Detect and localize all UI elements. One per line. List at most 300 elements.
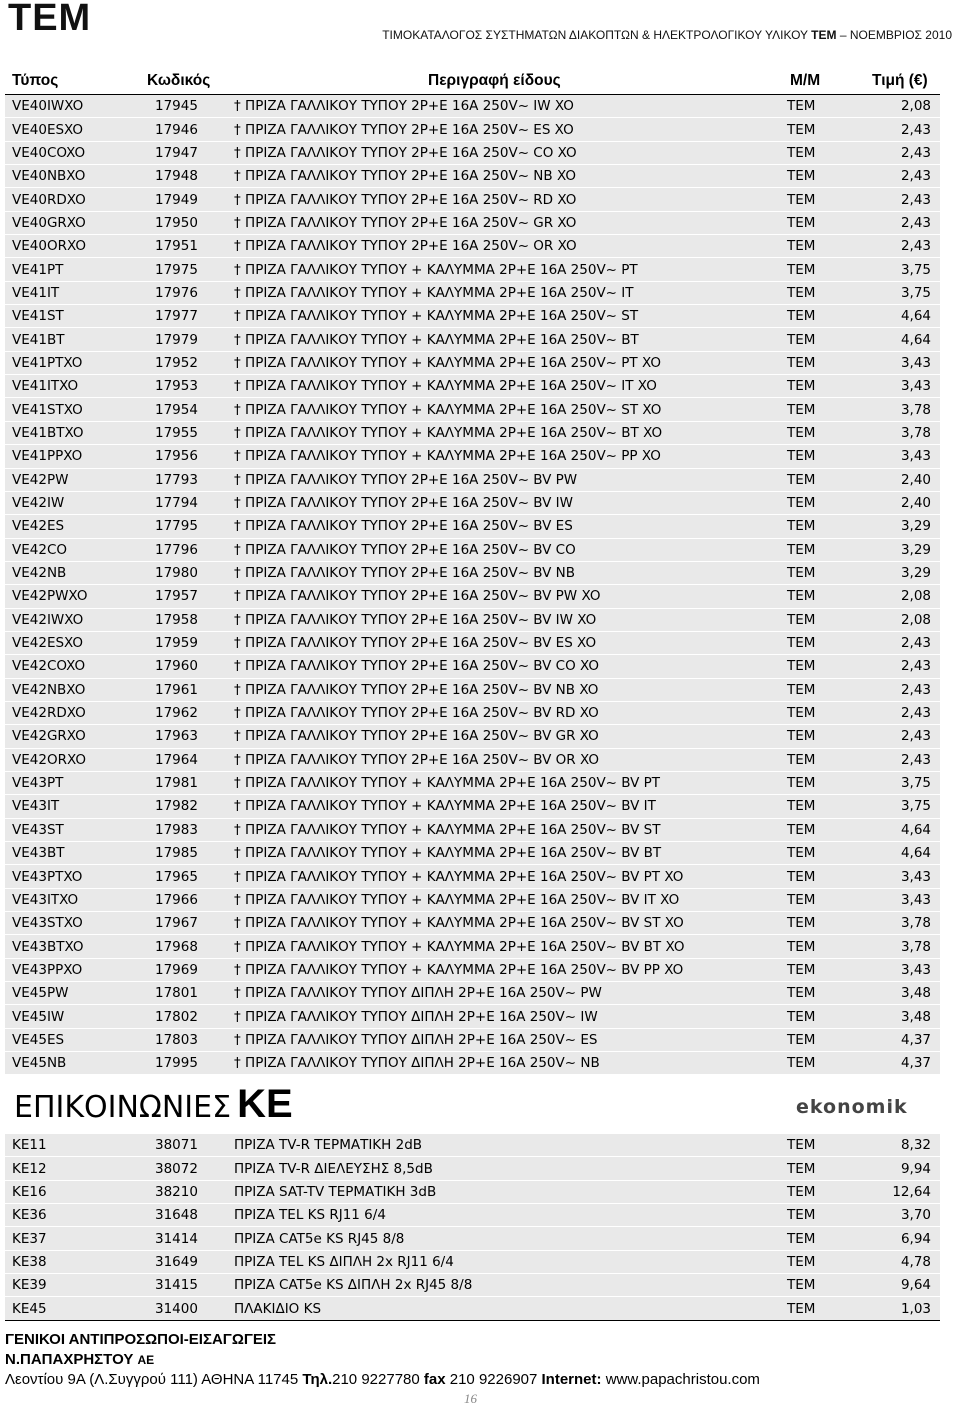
cell-unit: TEM bbox=[780, 118, 860, 141]
cell-code: 17956 bbox=[145, 445, 227, 468]
cell-price: 4,64 bbox=[860, 842, 940, 865]
table-row bbox=[5, 561, 940, 584]
table-row bbox=[5, 118, 940, 141]
cell-code: 17975 bbox=[145, 258, 227, 281]
table-row bbox=[5, 795, 940, 818]
cell-type: KE39 bbox=[5, 1274, 145, 1297]
cell-type: VE42RDXO bbox=[5, 701, 145, 724]
cell-price: 2,43 bbox=[860, 188, 940, 211]
table-row bbox=[5, 305, 940, 328]
cell-unit: TEM bbox=[780, 1297, 860, 1320]
cell-desc: † ΠΡΙΖΑ ΓΑΛΛΙΚΟΥ ΤΥΠΟΥ ΔΙΠΛΗ 2P+E 16A 250V~ NB bbox=[227, 1052, 780, 1075]
footer-contact bbox=[5, 1371, 760, 1388]
cell-desc: † ΠΡΙΖΑ ΓΑΛΛΙΚΟΥ ΤΥΠΟΥ 2P+E 16A 250V~ BV IW XO bbox=[227, 608, 780, 631]
cell-type: KE36 bbox=[5, 1204, 145, 1227]
cell-unit: TEM bbox=[780, 445, 860, 468]
cell-desc: † ΠΡΙΖΑ ΓΑΛΛΙΚΟΥ ΤΥΠΟΥ + ΚΑΛΥΜΜΑ 2P+E 16A 250V~ BV IT bbox=[227, 795, 780, 818]
cell-desc: † ΠΡΙΖΑ ΓΑΛΛΙΚΟΥ ΤΥΠΟΥ 2P+E 16A 250V~ CO XO bbox=[227, 141, 780, 164]
cell-desc: † ΠΡΙΖΑ ΓΑΛΛΙΚΟΥ ΤΥΠΟΥ ΔΙΠΛΗ 2P+E 16A 250V~ IW bbox=[227, 1005, 780, 1028]
table-row bbox=[5, 865, 940, 888]
cell-unit: TEM bbox=[780, 1157, 860, 1180]
table-row bbox=[5, 398, 940, 421]
column-header-type: Τύπος bbox=[12, 72, 59, 89]
cell-type: VE43ST bbox=[5, 818, 145, 841]
cell-desc: † ΠΡΙΖΑ ΓΑΛΛΙΚΟΥ ΤΥΠΟΥ 2P+E 16A 250V~ BV ES XO bbox=[227, 631, 780, 654]
cell-price: 3,78 bbox=[860, 935, 940, 958]
cell-desc: ΠΡΙΖΑ CAT5e KS ΔΙΠΛΗ 2x RJ45 8/8 bbox=[227, 1274, 780, 1297]
table-row bbox=[5, 515, 940, 538]
cell-desc: † ΠΡΙΖΑ ΓΑΛΛΙΚΟΥ ΤΥΠΟΥ + ΚΑΛΥΜΜΑ 2P+E 16A 250V~ IT XO bbox=[227, 375, 780, 398]
cell-type: VE43PTXO bbox=[5, 865, 145, 888]
table-row bbox=[5, 468, 940, 491]
cell-desc: ΠΡΙΖΑ SAT-TV ΤΕΡΜΑΤΙΚΗ 3dB bbox=[227, 1180, 780, 1203]
cell-unit: TEM bbox=[780, 865, 860, 888]
table-row bbox=[5, 678, 940, 701]
cell-code: 17947 bbox=[145, 141, 227, 164]
cell-desc: † ΠΡΙΖΑ ΓΑΛΛΙΚΟΥ ΤΥΠΟΥ + ΚΑΛΥΜΜΑ 2P+E 16A 250V~ ST bbox=[227, 305, 780, 328]
cell-desc: † ΠΡΙΖΑ ΓΑΛΛΙΚΟΥ ΤΥΠΟΥ 2P+E 16A 250V~ IW XO bbox=[227, 95, 780, 118]
cell-code: 17963 bbox=[145, 725, 227, 748]
table-row bbox=[5, 631, 940, 654]
cell-type: VE41ST bbox=[5, 305, 145, 328]
cell-code: 17982 bbox=[145, 795, 227, 818]
cell-desc: † ΠΡΙΖΑ ΓΑΛΛΙΚΟΥ ΤΥΠΟΥ ΔΙΠΛΗ 2P+E 16A 250V~ PW bbox=[227, 982, 780, 1005]
cell-type: VE42CO bbox=[5, 538, 145, 561]
cell-unit: TEM bbox=[780, 912, 860, 935]
cell-type: VE45NB bbox=[5, 1052, 145, 1075]
cell-code: 17795 bbox=[145, 515, 227, 538]
table-row bbox=[5, 701, 940, 724]
cell-code: 17962 bbox=[145, 701, 227, 724]
cell-price: 2,08 bbox=[860, 95, 940, 118]
cell-desc: † ΠΡΙΖΑ ΓΑΛΛΙΚΟΥ ΤΥΠΟΥ + ΚΑΛΥΜΜΑ 2P+E 16A 250V~ BV IT XO bbox=[227, 888, 780, 911]
cell-code: 38210 bbox=[145, 1180, 227, 1203]
table-row bbox=[5, 888, 940, 911]
cell-unit: TEM bbox=[780, 1204, 860, 1227]
cell-unit: TEM bbox=[780, 982, 860, 1005]
cell-type: VE41IT bbox=[5, 281, 145, 304]
cell-code: 17976 bbox=[145, 281, 227, 304]
cell-unit: TEM bbox=[780, 211, 860, 234]
footer-company-name: Ν.ΠΑΠΑΧΡΗΣΤΟΥ bbox=[5, 1351, 134, 1368]
cell-code: 17983 bbox=[145, 818, 227, 841]
footer-website-link[interactable]: www.papachristou.com bbox=[605, 1371, 760, 1388]
cell-price: 3,48 bbox=[860, 982, 940, 1005]
cell-code: 17961 bbox=[145, 678, 227, 701]
cell-price: 3,78 bbox=[860, 421, 940, 444]
cell-type: VE43PT bbox=[5, 771, 145, 794]
cell-desc: † ΠΡΙΖΑ ΓΑΛΛΙΚΟΥ ΤΥΠΟΥ 2P+E 16A 250V~ OR XO bbox=[227, 235, 780, 258]
table-row bbox=[5, 771, 940, 794]
cell-unit: TEM bbox=[780, 235, 860, 258]
cell-type: VE43STXO bbox=[5, 912, 145, 935]
cell-desc: † ΠΡΙΖΑ ΓΑΛΛΙΚΟΥ ΤΥΠΟΥ + ΚΑΛΥΜΜΑ 2P+E 16A 250V~ BT XO bbox=[227, 421, 780, 444]
cell-unit: TEM bbox=[780, 281, 860, 304]
cell-price: 3,43 bbox=[860, 865, 940, 888]
cell-desc: † ΠΡΙΖΑ ΓΑΛΛΙΚΟΥ ΤΥΠΟΥ 2P+E 16A 250V~ BV NB bbox=[227, 561, 780, 584]
cell-unit: TEM bbox=[780, 95, 860, 118]
table-row bbox=[5, 725, 940, 748]
cell-code: 17803 bbox=[145, 1028, 227, 1051]
cell-type: VE40RDXO bbox=[5, 188, 145, 211]
cell-price: 4,37 bbox=[860, 1028, 940, 1051]
cell-desc: † ΠΡΙΖΑ ΓΑΛΛΙΚΟΥ ΤΥΠΟΥ 2P+E 16A 250V~ BV NB XO bbox=[227, 678, 780, 701]
cell-code: 31415 bbox=[145, 1274, 227, 1297]
cell-code: 38071 bbox=[145, 1134, 227, 1157]
cell-price: 2,43 bbox=[860, 118, 940, 141]
tem-logo bbox=[8, 0, 128, 34]
cell-type: KE37 bbox=[5, 1227, 145, 1250]
cell-price: 4,64 bbox=[860, 818, 940, 841]
cell-unit: TEM bbox=[780, 515, 860, 538]
cell-unit: TEM bbox=[780, 305, 860, 328]
table-row bbox=[5, 1204, 940, 1227]
cell-unit: TEM bbox=[780, 888, 860, 911]
cell-desc: † ΠΡΙΖΑ ΓΑΛΛΙΚΟΥ ΤΥΠΟΥ 2P+E 16A 250V~ BV RD XO bbox=[227, 701, 780, 724]
price-list-body bbox=[5, 95, 940, 1075]
table-row bbox=[5, 1157, 940, 1180]
cell-code: 17979 bbox=[145, 328, 227, 351]
cell-desc: ΠΡΙΖΑ TV-R ΔΙΕΛΕΥΣΗΣ 8,5dB bbox=[227, 1157, 780, 1180]
cell-unit: TEM bbox=[780, 1052, 860, 1075]
cell-unit: TEM bbox=[780, 491, 860, 514]
table-row bbox=[5, 281, 940, 304]
cell-desc: † ΠΡΙΖΑ ΓΑΛΛΙΚΟΥ ΤΥΠΟΥ 2P+E 16A 250V~ BV IW bbox=[227, 491, 780, 514]
cell-price: 3,75 bbox=[860, 795, 940, 818]
cell-type: KE45 bbox=[5, 1297, 145, 1320]
cell-price: 3,29 bbox=[860, 538, 940, 561]
cell-desc: † ΠΡΙΖΑ ΓΑΛΛΙΚΟΥ ΤΥΠΟΥ ΔΙΠΛΗ 2P+E 16A 250V~ ES bbox=[227, 1028, 780, 1051]
cell-type: VE43BT bbox=[5, 842, 145, 865]
cell-type: VE40IWXO bbox=[5, 95, 145, 118]
table-row bbox=[5, 935, 940, 958]
table-row bbox=[5, 235, 940, 258]
cell-code: 17964 bbox=[145, 748, 227, 771]
table-column-headers bbox=[0, 72, 960, 96]
cell-type: VE42ORXO bbox=[5, 748, 145, 771]
cell-desc: † ΠΡΙΖΑ ΓΑΛΛΙΚΟΥ ΤΥΠΟΥ + ΚΑΛΥΜΜΑ 2P+E 16A 250V~ BV ST bbox=[227, 818, 780, 841]
cell-type: VE42COXO bbox=[5, 655, 145, 678]
cell-desc: † ΠΡΙΖΑ ΓΑΛΛΙΚΟΥ ΤΥΠΟΥ 2P+E 16A 250V~ BV OR XO bbox=[227, 748, 780, 771]
cell-desc: † ΠΡΙΖΑ ΓΑΛΛΙΚΟΥ ΤΥΠΟΥ + ΚΑΛΥΜΜΑ 2P+E 16A 250V~ BV ST XO bbox=[227, 912, 780, 935]
cell-type: VE40COXO bbox=[5, 141, 145, 164]
table-row bbox=[5, 258, 940, 281]
cell-desc: † ΠΡΙΖΑ ΓΑΛΛΙΚΟΥ ΤΥΠΟΥ 2P+E 16A 250V~ GR XO bbox=[227, 211, 780, 234]
cell-price: 3,78 bbox=[860, 912, 940, 935]
table-row bbox=[5, 1180, 940, 1203]
cell-code: 31648 bbox=[145, 1204, 227, 1227]
cell-price: 2,08 bbox=[860, 608, 940, 631]
cell-code: 17967 bbox=[145, 912, 227, 935]
cell-code: 38072 bbox=[145, 1157, 227, 1180]
page-number: 16 bbox=[464, 1391, 477, 1406]
cell-unit: TEM bbox=[780, 1274, 860, 1297]
cell-desc: † ΠΡΙΖΑ ΓΑΛΛΙΚΟΥ ΤΥΠΟΥ + ΚΑΛΥΜΜΑ 2P+E 16A 250V~ BV PP XO bbox=[227, 958, 780, 981]
cell-price: 2,43 bbox=[860, 655, 940, 678]
cell-desc: † ΠΡΙΖΑ ΓΑΛΛΙΚΟΥ ΤΥΠΟΥ 2P+E 16A 250V~ BV PW bbox=[227, 468, 780, 491]
cell-type: VE43IT bbox=[5, 795, 145, 818]
footer-distributor-line: ΓΕΝΙΚΟΙ ΑΝΤΙΠΡΟΣΩΠΟΙ-ΕΙΣΑΓΩΓΕΙΣ bbox=[5, 1331, 277, 1348]
column-header-price: Τιμή (€) bbox=[872, 72, 928, 89]
cell-type: VE42IW bbox=[5, 491, 145, 514]
cell-price: 2,43 bbox=[860, 211, 940, 234]
cell-desc: † ΠΡΙΖΑ ΓΑΛΛΙΚΟΥ ΤΥΠΟΥ 2P+E 16A 250V~ ES XO bbox=[227, 118, 780, 141]
cell-price: 2,43 bbox=[860, 748, 940, 771]
cell-unit: TEM bbox=[780, 958, 860, 981]
cell-price: 2,43 bbox=[860, 165, 940, 188]
cell-unit: TEM bbox=[780, 655, 860, 678]
cell-price: 9,94 bbox=[860, 1157, 940, 1180]
cell-price: 3,75 bbox=[860, 771, 940, 794]
table-row bbox=[5, 1134, 940, 1157]
cell-code: 17949 bbox=[145, 188, 227, 211]
cell-unit: TEM bbox=[780, 375, 860, 398]
cell-unit: TEM bbox=[780, 421, 860, 444]
column-header-unit: Μ/Μ bbox=[790, 72, 821, 89]
cell-code: 17957 bbox=[145, 585, 227, 608]
cell-desc: † ΠΡΙΖΑ ΓΑΛΛΙΚΟΥ ΤΥΠΟΥ 2P+E 16A 250V~ BV PW XO bbox=[227, 585, 780, 608]
cell-price: 2,43 bbox=[860, 631, 940, 654]
cell-code: 17793 bbox=[145, 468, 227, 491]
table-row bbox=[5, 958, 940, 981]
cell-type: VE43PPXO bbox=[5, 958, 145, 981]
table-row bbox=[5, 818, 940, 841]
cell-code: 17959 bbox=[145, 631, 227, 654]
cell-unit: TEM bbox=[780, 351, 860, 374]
cell-unit: TEM bbox=[780, 398, 860, 421]
table-row bbox=[5, 95, 940, 118]
cell-price: 2,43 bbox=[860, 141, 940, 164]
cell-price: 12,64 bbox=[860, 1180, 940, 1203]
table-row bbox=[5, 842, 940, 865]
cell-price: 8,32 bbox=[860, 1134, 940, 1157]
cell-desc: † ΠΡΙΖΑ ΓΑΛΛΙΚΟΥ ΤΥΠΟΥ 2P+E 16A 250V~ NB XO bbox=[227, 165, 780, 188]
footer-tel: 210 9227780 bbox=[332, 1371, 420, 1388]
cell-code: 17955 bbox=[145, 421, 227, 444]
cell-unit: TEM bbox=[780, 538, 860, 561]
cell-price: 2,08 bbox=[860, 585, 940, 608]
table-row bbox=[5, 538, 940, 561]
cell-desc: † ΠΡΙΖΑ ΓΑΛΛΙΚΟΥ ΤΥΠΟΥ 2P+E 16A 250V~ BV ES bbox=[227, 515, 780, 538]
cell-price: 2,40 bbox=[860, 468, 940, 491]
table-row bbox=[5, 165, 940, 188]
cell-type: VE45PW bbox=[5, 982, 145, 1005]
cell-price: 3,43 bbox=[860, 351, 940, 374]
table-row bbox=[5, 585, 940, 608]
cell-unit: TEM bbox=[780, 1250, 860, 1273]
cell-unit: TEM bbox=[780, 842, 860, 865]
cell-code: 17968 bbox=[145, 935, 227, 958]
cell-type: VE42NB bbox=[5, 561, 145, 584]
cell-unit: TEM bbox=[780, 188, 860, 211]
cell-price: 2,43 bbox=[860, 678, 940, 701]
cell-code: 17796 bbox=[145, 538, 227, 561]
cell-type: VE41ITXO bbox=[5, 375, 145, 398]
ekonomik-logo: ekonomik bbox=[796, 1096, 908, 1118]
cell-desc: † ΠΡΙΖΑ ΓΑΛΛΙΚΟΥ ΤΥΠΟΥ 2P+E 16A 250V~ BV GR XO bbox=[227, 725, 780, 748]
cell-unit: TEM bbox=[780, 795, 860, 818]
table-row bbox=[5, 211, 940, 234]
cell-type: KE12 bbox=[5, 1157, 145, 1180]
cell-price: 1,03 bbox=[860, 1297, 940, 1320]
footer-address: Λεοντίου 9Α (Λ.Συγγρού 111) ΑΘΗΝΑ 11745 bbox=[5, 1371, 299, 1388]
footer-tel-label: Τηλ. bbox=[302, 1371, 333, 1388]
cell-type: VE42GRXO bbox=[5, 725, 145, 748]
cell-type: VE40ESXO bbox=[5, 118, 145, 141]
cell-price: 2,43 bbox=[860, 725, 940, 748]
cell-desc: † ΠΡΙΖΑ ΓΑΛΛΙΚΟΥ ΤΥΠΟΥ + ΚΑΛΥΜΜΑ 2P+E 16A 250V~ PT XO bbox=[227, 351, 780, 374]
cell-code: 17981 bbox=[145, 771, 227, 794]
tem-logo-text: TEM bbox=[8, 0, 92, 34]
section-title-text: ΕΠΙΚΟΙΝΩΝΙΕΣ bbox=[14, 1090, 232, 1125]
cell-unit: TEM bbox=[780, 1134, 860, 1157]
footer-company-suffix: ΑΕ bbox=[137, 1353, 155, 1367]
cell-price: 2,43 bbox=[860, 235, 940, 258]
cell-code: 17966 bbox=[145, 888, 227, 911]
cell-desc: † ΠΡΙΖΑ ΓΑΛΛΙΚΟΥ ΤΥΠΟΥ + ΚΑΛΥΜΜΑ 2P+E 16A 250V~ BV PT XO bbox=[227, 865, 780, 888]
cell-price: 3,43 bbox=[860, 958, 940, 981]
table-row bbox=[5, 912, 940, 935]
cell-unit: TEM bbox=[780, 1028, 860, 1051]
cell-type: VE40ORXO bbox=[5, 235, 145, 258]
cell-type: KE16 bbox=[5, 1180, 145, 1203]
cell-code: 17980 bbox=[145, 561, 227, 584]
cell-code: 31400 bbox=[145, 1297, 227, 1320]
cell-type: VE42PWXO bbox=[5, 585, 145, 608]
header-title-prefix: ΤΙΜΟΚΑΤΑΛΟΓΟΣ ΣΥΣΤΗΜΑΤΩΝ ΔΙΑΚΟΠΤΩΝ & ΗΛΕΚΤΡΟΛΟΓΙΚΟΥ ΥΛΙΚΟΥ bbox=[382, 28, 808, 42]
cell-price: 3,29 bbox=[860, 515, 940, 538]
cell-price: 2,43 bbox=[860, 701, 940, 724]
cell-desc: † ΠΡΙΖΑ ΓΑΛΛΙΚΟΥ ΤΥΠΟΥ + ΚΑΛΥΜΜΑ 2P+E 16A 250V~ PP XO bbox=[227, 445, 780, 468]
section-brand: KE bbox=[237, 1082, 293, 1126]
cell-type: KE11 bbox=[5, 1134, 145, 1157]
cell-unit: TEM bbox=[780, 631, 860, 654]
cell-code: 17951 bbox=[145, 235, 227, 258]
cell-unit: TEM bbox=[780, 771, 860, 794]
cell-code: 17946 bbox=[145, 118, 227, 141]
table-row bbox=[5, 1250, 940, 1273]
cell-price: 3,75 bbox=[860, 258, 940, 281]
table-row bbox=[5, 328, 940, 351]
cell-code: 17948 bbox=[145, 165, 227, 188]
table-row bbox=[5, 375, 940, 398]
table-row bbox=[5, 491, 940, 514]
table-row bbox=[5, 655, 940, 678]
cell-code: 17958 bbox=[145, 608, 227, 631]
cell-unit: TEM bbox=[780, 725, 860, 748]
cell-unit: TEM bbox=[780, 748, 860, 771]
cell-type: VE42NBXO bbox=[5, 678, 145, 701]
cell-code: 17985 bbox=[145, 842, 227, 865]
cell-unit: TEM bbox=[780, 608, 860, 631]
cell-unit: TEM bbox=[780, 701, 860, 724]
cell-desc: † ΠΡΙΖΑ ΓΑΛΛΙΚΟΥ ΤΥΠΟΥ 2P+E 16A 250V~ BV CO bbox=[227, 538, 780, 561]
cell-type: VE41PPXO bbox=[5, 445, 145, 468]
cell-type: KE38 bbox=[5, 1250, 145, 1273]
cell-price: 4,37 bbox=[860, 1052, 940, 1075]
cell-type: VE41PT bbox=[5, 258, 145, 281]
table-row bbox=[5, 421, 940, 444]
cell-unit: TEM bbox=[780, 328, 860, 351]
section-title bbox=[14, 1082, 293, 1127]
cell-price: 6,94 bbox=[860, 1227, 940, 1250]
cell-desc: † ΠΡΙΖΑ ΓΑΛΛΙΚΟΥ ΤΥΠΟΥ + ΚΑΛΥΜΜΑ 2P+E 16A 250V~ ST XO bbox=[227, 398, 780, 421]
cell-desc: ΠΡΙΖΑ TEL KS RJ11 6/4 bbox=[227, 1204, 780, 1227]
communications-price-body bbox=[5, 1134, 940, 1320]
cell-code: 17950 bbox=[145, 211, 227, 234]
table-row bbox=[5, 188, 940, 211]
table-row bbox=[5, 748, 940, 771]
header-title-suffix: – ΝΟΕΜΒΡΙΟΣ 2010 bbox=[839, 28, 952, 42]
cell-price: 3,78 bbox=[860, 398, 940, 421]
cell-type: VE42ES bbox=[5, 515, 145, 538]
cell-unit: TEM bbox=[780, 165, 860, 188]
table-row bbox=[5, 608, 940, 631]
cell-unit: TEM bbox=[780, 1005, 860, 1028]
footer-divider bbox=[5, 1320, 940, 1321]
cell-price: 3,75 bbox=[860, 281, 940, 304]
cell-price: 3,43 bbox=[860, 888, 940, 911]
cell-unit: TEM bbox=[780, 1180, 860, 1203]
cell-price: 4,78 bbox=[860, 1250, 940, 1273]
cell-desc: ΠΛΑΚΙΔΙΟ KS bbox=[227, 1297, 780, 1320]
cell-unit: TEM bbox=[780, 258, 860, 281]
cell-unit: TEM bbox=[780, 141, 860, 164]
cell-desc: † ΠΡΙΖΑ ΓΑΛΛΙΚΟΥ ΤΥΠΟΥ + ΚΑΛΥΜΜΑ 2P+E 16A 250V~ BV BT XO bbox=[227, 935, 780, 958]
table-row bbox=[5, 1297, 940, 1320]
cell-price: 9,64 bbox=[860, 1274, 940, 1297]
cell-type: VE43BTXO bbox=[5, 935, 145, 958]
table-row bbox=[5, 1227, 940, 1250]
footer-company bbox=[5, 1351, 154, 1368]
cell-type: VE42PW bbox=[5, 468, 145, 491]
cell-desc: † ΠΡΙΖΑ ΓΑΛΛΙΚΟΥ ΤΥΠΟΥ + ΚΑΛΥΜΜΑ 2P+E 16A 250V~ BV PT bbox=[227, 771, 780, 794]
cell-price: 3,70 bbox=[860, 1204, 940, 1227]
cell-unit: TEM bbox=[780, 678, 860, 701]
price-list-table bbox=[5, 95, 940, 1075]
table-row bbox=[5, 1274, 940, 1297]
cell-type: VE40GRXO bbox=[5, 211, 145, 234]
cell-desc: ΠΡΙΖΑ TEL KS ΔΙΠΛΗ 2x RJ11 6/4 bbox=[227, 1250, 780, 1273]
cell-desc: † ΠΡΙΖΑ ΓΑΛΛΙΚΟΥ ΤΥΠΟΥ + ΚΑΛΥΜΜΑ 2P+E 16A 250V~ PT bbox=[227, 258, 780, 281]
cell-unit: TEM bbox=[780, 585, 860, 608]
cell-desc: ΠΡΙΖΑ TV-R ΤΕΡΜΑΤΙΚΗ 2dB bbox=[227, 1134, 780, 1157]
cell-price: 4,64 bbox=[860, 305, 940, 328]
cell-type: VE41PTXO bbox=[5, 351, 145, 374]
footer-internet-label: Internet: bbox=[541, 1371, 602, 1388]
header-title-brand: TEM bbox=[811, 28, 837, 42]
cell-type: VE40NBXO bbox=[5, 165, 145, 188]
cell-price: 3,43 bbox=[860, 375, 940, 398]
cell-type: VE41STXO bbox=[5, 398, 145, 421]
cell-price: 3,48 bbox=[860, 1005, 940, 1028]
cell-price: 3,29 bbox=[860, 561, 940, 584]
cell-code: 17794 bbox=[145, 491, 227, 514]
cell-code: 17801 bbox=[145, 982, 227, 1005]
table-row bbox=[5, 351, 940, 374]
cell-code: 17802 bbox=[145, 1005, 227, 1028]
table-row bbox=[5, 1028, 940, 1051]
cell-code: 17960 bbox=[145, 655, 227, 678]
cell-desc: † ΠΡΙΖΑ ΓΑΛΛΙΚΟΥ ΤΥΠΟΥ + ΚΑΛΥΜΜΑ 2P+E 16A 250V~ BT bbox=[227, 328, 780, 351]
cell-code: 17995 bbox=[145, 1052, 227, 1075]
cell-type: VE41BT bbox=[5, 328, 145, 351]
cell-code: 17969 bbox=[145, 958, 227, 981]
cell-desc: ΠΡΙΖΑ CAT5e KS RJ45 8/8 bbox=[227, 1227, 780, 1250]
column-header-description: Περιγραφή είδους bbox=[428, 72, 561, 89]
cell-type: VE42IWXO bbox=[5, 608, 145, 631]
cell-desc: † ΠΡΙΖΑ ΓΑΛΛΙΚΟΥ ΤΥΠΟΥ 2P+E 16A 250V~ BV CO XO bbox=[227, 655, 780, 678]
